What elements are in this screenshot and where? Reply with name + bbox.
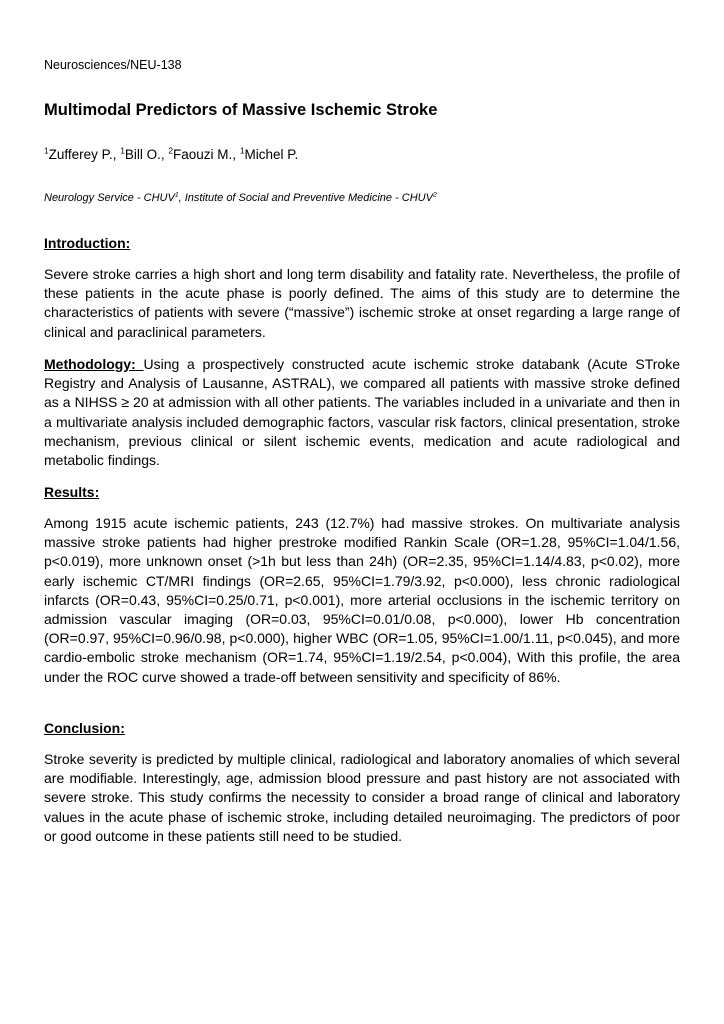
author-1-affil: 1 [44,145,49,156]
results-heading: Results: [44,484,100,500]
author-4-name: Michel P. [244,147,299,162]
author-4-affil: 1 [239,145,245,156]
affiliation-2: , Institute of Social and Preventive Medicine - CHUV [178,192,433,204]
author-4 [240,147,298,162]
introduction-text: Severe stroke carries a high short and long term disability and fatality rate. Nevertheless, the profile of these patients in the acute phase is poorly defined. The aims of this study are to determine the characteristics of patients with severe (“massive”) ischemic stroke at onset regarding a large range of clinical and paraclinical parameters. [44,266,680,340]
paper-title: Multimodal Predictors of Massive Ischemic Stroke [44,101,438,119]
author-2-name: Bill O., [124,147,169,162]
methodology-paragraph [44,355,680,470]
author-1 [44,147,120,162]
methodology-text: Using a prospectively constructed acute ischemic stroke databank (Acute STroke Registry and Analysis of Lausanne, ASTRAL), we compared all patients with massive stroke defined as a NIHSS ≥ 20 at admission with all other patients. The variables included in a univariate and then in a multivariate analysis included demographic factors, vascular risk factors, clinical presentation, stroke mechanism, previous clinical or silent ischemic events, medication and acute radiological and metabolic findings. [44,356,680,469]
introduction-heading: Introduction: [44,235,131,251]
author-3 [168,147,239,162]
affiliation-line [44,192,437,204]
author-2-affil: 1 [120,145,125,156]
affiliation-1-mark: 1 [174,191,179,199]
conclusion-text: Stroke severity is predicted by multiple clinical, radiological and laboratory anomalies of which several are modifiable. Interestingly, age, admission blood pressure and past history are not associated with severe stroke. This study confirms the necessity to consider a broad range of clinical and laboratory values in the acute phase of ischemic stroke, including detailed neuroimaging. The predictors of poor or good outcome in these patients still need to be studied. [44,751,680,844]
conclusion-heading: Conclusion: [44,720,125,736]
affiliation-1: Neurology Service - CHUV [44,192,175,204]
author-2 [120,147,168,162]
abstract-code: Neurosciences/NEU-138 [44,58,182,72]
author-3-name: Faouzi M., [173,147,240,162]
affiliation-2-mark: 2 [432,191,437,199]
methodology-heading: Methodology: [44,356,144,372]
author-3-affil: 2 [168,145,174,156]
author-1-name: Zufferey P., [48,147,121,162]
results-text: Among 1915 acute ischemic patients, 243 (12.7%) had massive strokes. On multivariate analysis massive stroke patients had higher prestroke modified Rankin Scale (OR=1.28, 95%CI=1.04/1.56, p<0.019), more unknown onset (>1h but less than 24h) (OR=2.35, 95%CI=1.14/4.83, p<0.02), more early ischemic CT/MRI findings (OR=2.65, 95%CI=1.79/3.92, p<0.000), less chronic radiological infarcts (OR=0.43, 95%CI=0.25/0.71, p<0.001), more arterial occlusions in the ischemic territory on admission vascular imaging (OR=0.03, 95%CI=0.01/0.08, p<0.000), lower Hb concentration (OR=0.97, 95%CI=0.96/0.98, p<0.000), higher WBC (OR=1.05, 95%CI=1.00/1.11, p<0.045), and more cardio-embolic stroke mechanism (OR=1.74, 95%CI=1.19/2.54, p<0.004), With this profile, the area under the ROC curve showed a trade-off between sensitivity and specificity of 86%. [44,515,680,685]
author-list [44,147,298,162]
